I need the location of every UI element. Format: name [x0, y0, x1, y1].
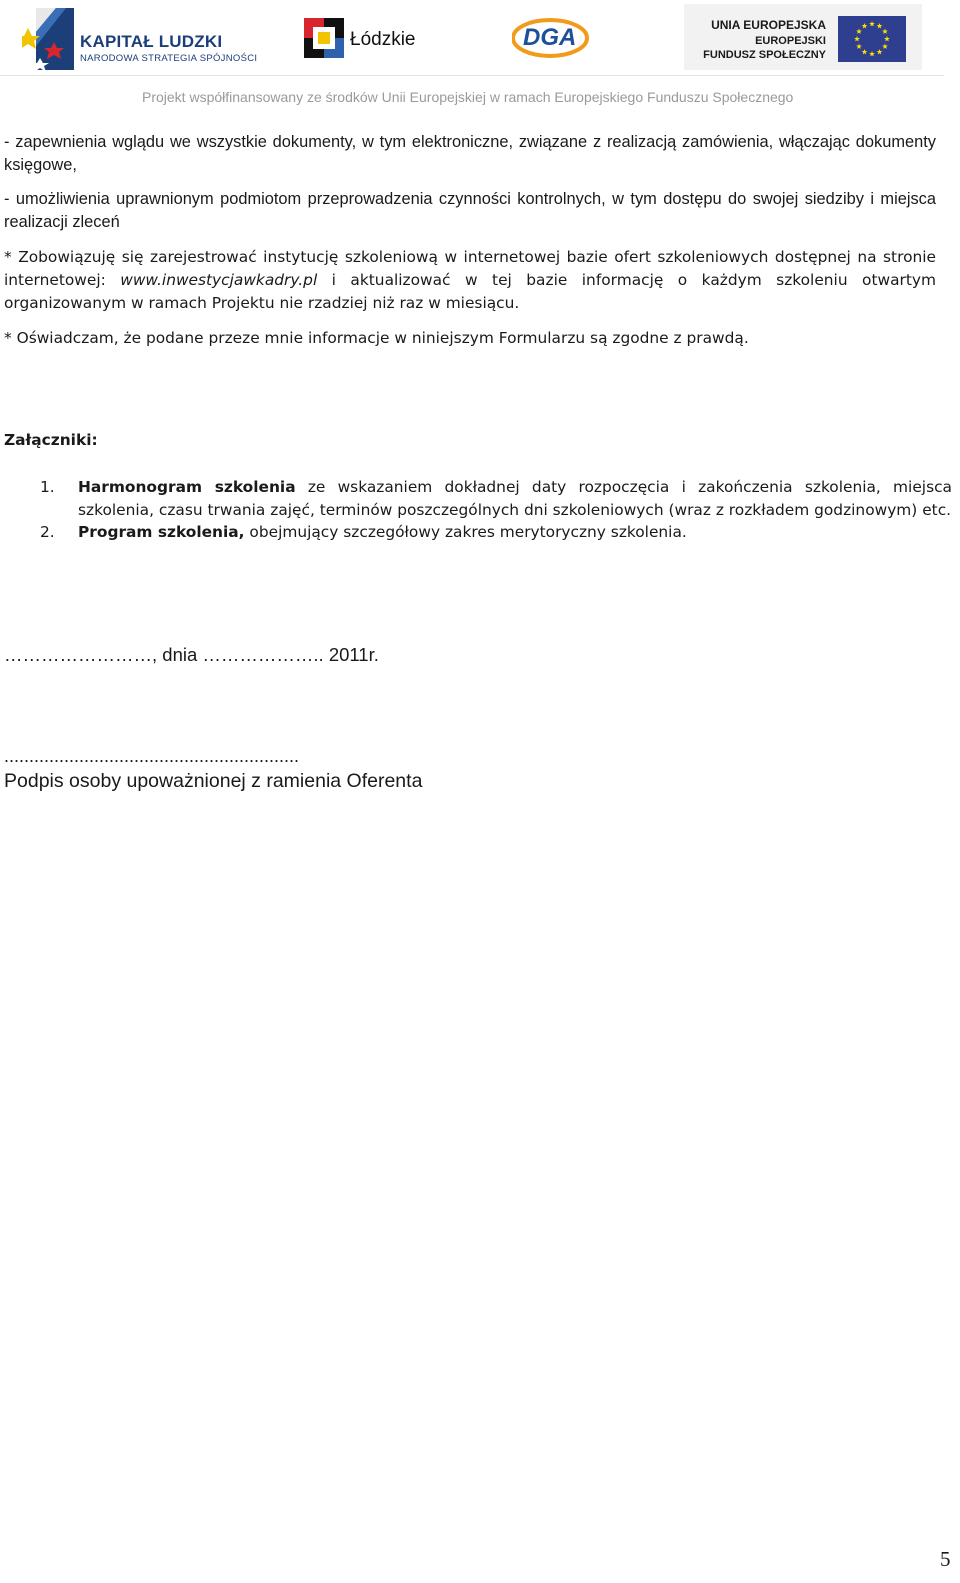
list-item-description: obejmujący szczegółowy zakres merytoryczny szkolenia. [244, 523, 687, 541]
eu-flag-icon [838, 16, 906, 62]
paragraph-document-access: - zapewnienia wglądu we wszystkie dokumenty, w tym elektroniczne, związane z realizacją zamówienia, włączając dokumenty księgowe, [4, 133, 936, 174]
eu-logo [684, 4, 922, 70]
list-item-number: 1. [40, 478, 55, 496]
list-item-title: Harmonogram szkolenia [78, 478, 296, 496]
kapital-ludzki-title: KAPITAŁ LUDZKI [80, 32, 223, 51]
list-item-description: ze wskazaniem dokładnej daty rozpoczęcia i zakończenia szkolenia, miejsca szkolenia, czasu trwania zajęć, terminów poszczególnych dni szkoleniowych (wraz z rozkładem godzinowym) etc. [78, 478, 952, 519]
dga-logo [512, 14, 592, 60]
attachments-list [4, 476, 952, 544]
header-divider [0, 75, 944, 76]
lodzkie-label: Łódzkie [350, 29, 416, 50]
website-link[interactable]: www.inwestycjawkadry.pl [120, 271, 318, 289]
eu-title: UNIA EUROPEJSKA [711, 18, 826, 32]
paragraph-registration-commitment [4, 246, 936, 315]
lodzkie-emblem-icon [304, 18, 346, 62]
dga-text [512, 14, 592, 60]
kapital-ludzki-subtitle: NARODOWA STRATEGIA SPÓJNOŚCI [80, 53, 258, 64]
list-item [4, 476, 952, 521]
paragraph-declaration: * Oświadczam, że podane przeze mnie informacje w niniejszym Formularzu są zgodne z prawdą. [4, 329, 749, 347]
kapital-ludzki-emblem-icon [22, 6, 78, 74]
lodzkie-logo [304, 18, 434, 62]
page-header [0, 0, 960, 105]
paragraph-inspection-access: - umożliwienia uprawnionym podmiotom przeprowadzenia czynności kontrolnych, w tym dostępu do swojej siedziby i miejsca realizacji zleceń [4, 190, 936, 231]
page-number: 5 [940, 1547, 951, 1571]
kapital-ludzki-logo [22, 6, 258, 74]
signature-label: Podpis osoby upoważnionej z ramienia Oferenta [4, 770, 423, 792]
registration-text-end: i aktualizować w tej bazie informację o każdym szkoleniu otwartym organizowanym w ramach Projektu nie rzadziej niż raz w miesiącu. [4, 271, 936, 312]
cofinancing-caption: Projekt współfinansowany ze środków Unii Europejskiej w ramach Europejskiego Funduszu Społecznego [142, 89, 794, 105]
list-item-number: 2. [40, 523, 55, 541]
signature-line: ........................................................... [4, 746, 300, 766]
eu-fund-line2: FUNDUSZ SPOŁECZNY [703, 49, 826, 61]
eu-fund-line1: EUROPEJSKI [755, 35, 826, 47]
registration-text-start: * Zobowiązuję się zarejestrować instytucję szkoleniową w internetowej bazie ofert szkoleniowych dostępnej na stronie internetowej: [4, 248, 936, 289]
list-item-title: Program szkolenia, [78, 523, 245, 541]
attachments-heading: Załączniki: [4, 431, 98, 449]
svg-text:DGA: DGA [523, 24, 577, 51]
place-date-line: ……………………, dnia ……………….. 2011r. [4, 644, 379, 665]
list-item [4, 521, 952, 544]
